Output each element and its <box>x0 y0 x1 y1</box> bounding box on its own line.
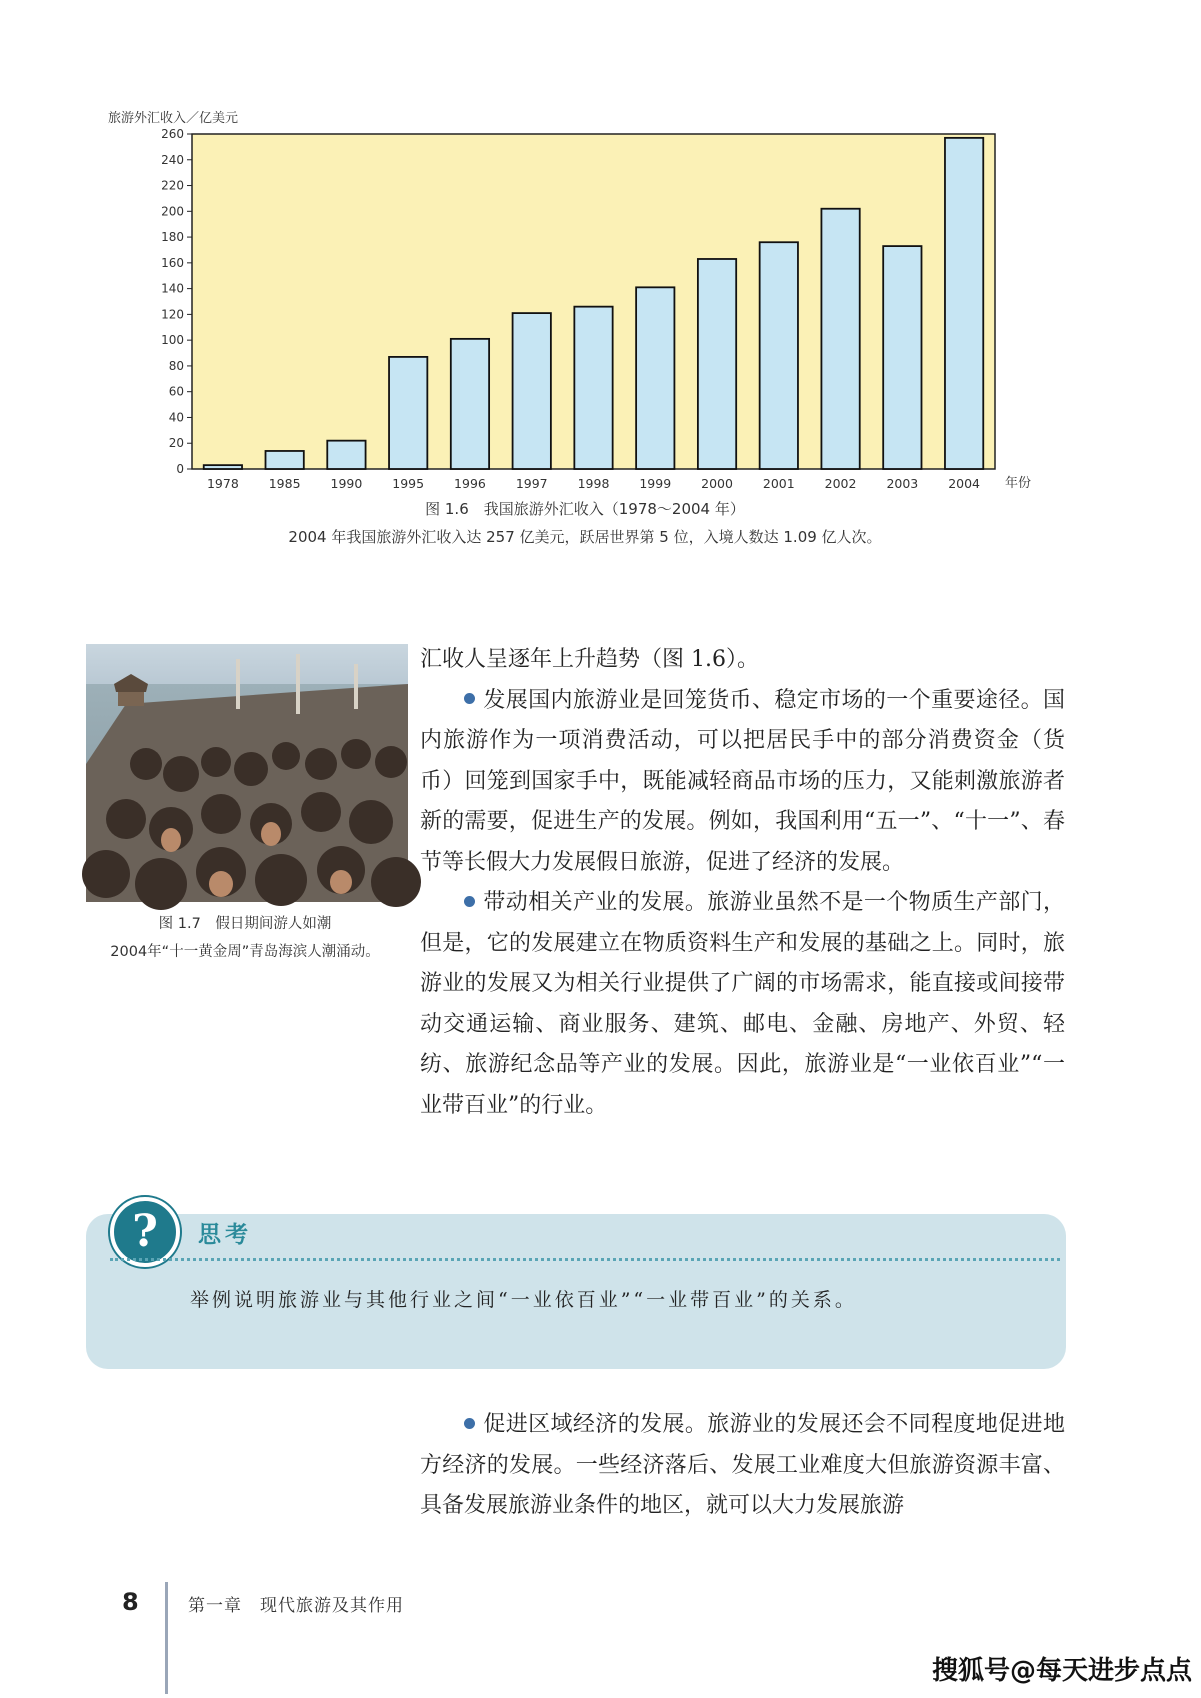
x-tick-label: 2004 <box>948 476 981 491</box>
body-text-lower <box>420 1405 1065 1527</box>
bullet-icon <box>464 693 475 704</box>
x-tick-label: 1999 <box>639 476 672 491</box>
page-number: 8 <box>122 1588 139 1616</box>
x-tick-label: 1978 <box>206 476 239 491</box>
bar-2004 <box>945 138 983 469</box>
x-tick-label: 1997 <box>515 476 548 491</box>
y-tick-label: 180 <box>161 230 184 245</box>
y-tick-label: 220 <box>161 178 184 193</box>
bar-1985 <box>266 451 304 469</box>
bar-1990 <box>327 441 365 469</box>
paragraph-4 <box>420 1405 1065 1527</box>
think-divider <box>110 1258 1060 1261</box>
y-axis-label: 旅游外汇收入／亿美元 <box>108 111 239 126</box>
x-tick-label: 2000 <box>701 476 733 491</box>
x-tick-label: 1996 <box>454 476 486 491</box>
bar-2003 <box>883 246 921 469</box>
crowd-photo <box>86 644 408 902</box>
bullet-icon <box>464 1418 475 1429</box>
y-tick-label: 140 <box>161 281 184 296</box>
paragraph-3-text: 带动相关产业的发展。旅游业虽然不是一个物质生产部门，但是，它的发展建立在物质资料生产和发展的基础之上。同时，旅游业的发展又为相关行业提供了广阔的市场需求，能直接或间接带动交通运输、商业服务、建筑、邮电、金融、房地产、外贸、轻纺、旅游纪念品等产业的发展。因此，旅游业是“一业依百业”“一业带百业”的行业。 <box>420 890 1065 1118</box>
paragraph-4-text: 促进区域经济的发展。旅游业的发展还会不同程度地促进地方经济的发展。一些经济落后、发展工业难度大但旅游资源丰富、具备发展旅游业条件的地区，就可以大力发展旅游 <box>420 1412 1065 1518</box>
think-text: 举例说明旅游业与其他行业之间“一业依百业”“一业带百业”的关系。 <box>190 1289 857 1311</box>
y-tick-label: 20 <box>168 436 184 451</box>
paragraph-2-text: 发展国内旅游业是回笼货币、稳定市场的一个重要途径。国内旅游作为一项消费活动，可以把居民手中的部分消费资金（货币）回笼到国家手中，既能减轻商品市场的压力，又能刺激旅游者新的需要，促进生产的发展。例如，我国利用“五一”、“十一”、春节等长假大力发展假日旅游，促进了经济的发展。 <box>420 687 1065 875</box>
x-tick-label: 2003 <box>886 476 919 491</box>
y-tick-label: 60 <box>168 384 184 399</box>
chapter-title: 第一章 现代旅游及其作用 <box>188 1596 404 1616</box>
bar-1997 <box>513 313 551 469</box>
figure-6-caption: 图 1.6 我国旅游外汇收入（1978～2004 年） <box>425 500 745 518</box>
y-tick-label: 260 <box>161 127 184 141</box>
bullet-icon <box>464 896 475 907</box>
x-tick-label: 2001 <box>762 476 795 491</box>
x-axis-label: 年份 <box>1005 476 1032 491</box>
y-tick-label: 240 <box>161 152 184 167</box>
bar-1998 <box>574 307 612 469</box>
paragraph-2 <box>420 681 1065 884</box>
y-tick-label: 120 <box>161 307 184 322</box>
x-tick-label: 2002 <box>824 476 857 491</box>
x-tick-label: 1995 <box>392 476 425 491</box>
y-tick-label: 40 <box>168 410 184 425</box>
y-tick-label: 160 <box>161 255 184 270</box>
think-title: 思考 <box>198 1222 252 1248</box>
x-tick-label: 1985 <box>268 476 301 491</box>
chart-svg <box>100 111 1032 532</box>
y-tick-label: 100 <box>161 333 184 348</box>
figure-7-caption: 图 1.7 假日期间游人如潮 <box>158 916 332 932</box>
figure-7-note: 2004年“十一黄金周”青岛海滨人潮涌动。 <box>110 944 380 960</box>
x-tick-label: 1990 <box>330 476 363 491</box>
y-tick-label: 80 <box>168 358 184 373</box>
question-mark-icon: ? <box>110 1197 180 1267</box>
bar-2000 <box>698 259 736 469</box>
bar-1996 <box>451 339 489 469</box>
paragraph-3 <box>420 883 1065 1126</box>
bar-1999 <box>636 287 674 469</box>
bar-1978 <box>204 465 242 469</box>
bar-2001 <box>760 242 798 469</box>
foreign-exchange-bar-chart <box>100 111 1032 532</box>
footer-rule <box>165 1582 168 1694</box>
bar-1995 <box>389 357 427 469</box>
y-tick-label: 200 <box>161 204 184 219</box>
y-tick-label: 0 <box>176 462 184 476</box>
x-tick-label: 1998 <box>577 476 610 491</box>
paragraph-1: 汇收人呈逐年上升趋势（图 1.6）。 <box>420 647 759 672</box>
body-text-upper <box>420 640 1065 1126</box>
watermark: 搜狐号@每天进步点点 <box>932 1656 1193 1686</box>
figure-6-note: 2004 年我国旅游外汇收入达 257 亿美元，跃居世界第 5 位，入境人数达 1.09 亿人次。 <box>288 528 882 546</box>
bar-2002 <box>821 209 859 469</box>
